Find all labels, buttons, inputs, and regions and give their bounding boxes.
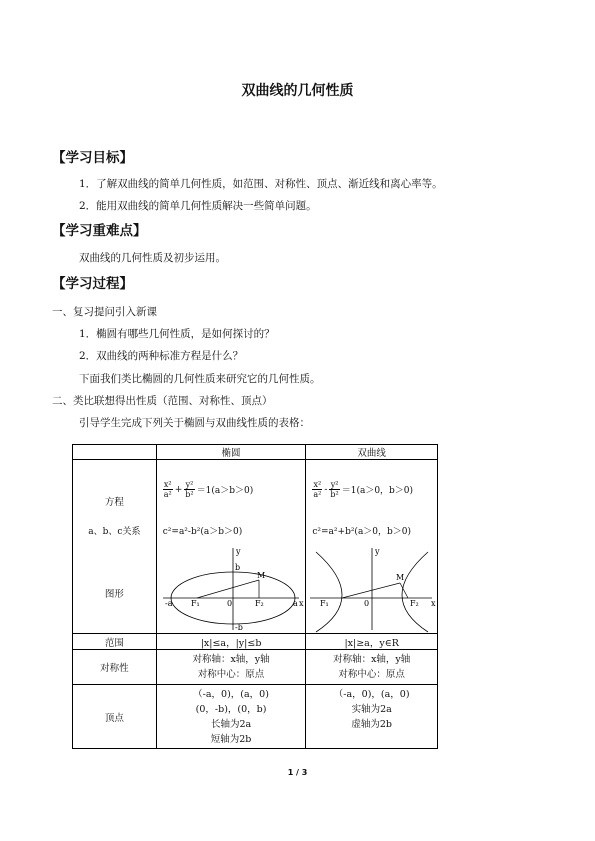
hyperbola-relation: c²=a²+b²(a＞0，b＞0) — [312, 527, 412, 537]
ellipse-focal-line-1 — [197, 580, 259, 598]
ellipse-label-neg-a: -a — [164, 599, 173, 608]
comparison-table — [72, 444, 438, 749]
ellipse-vertex-1: （-a，0)，(a，0) — [193, 688, 269, 700]
label-symmetry: 对称性 — [73, 650, 157, 685]
label-equation: 方程 — [104, 497, 124, 508]
label-vertex: 顶点 — [73, 685, 157, 749]
label-range: 范围 — [73, 634, 157, 650]
header-hyperbola: 双曲线 — [306, 445, 438, 460]
guide-text: 引导学生完成下列关于椭圆与双曲线性质的表格： — [79, 417, 310, 429]
hyperbola-focal-line-1 — [342, 583, 400, 598]
objective-item-2: 2．能用双曲线的简单几何性质解决一些简单问题。 — [79, 200, 317, 212]
ellipse-minor-axis: 短轴为2b — [210, 733, 252, 745]
hyperbola-imaginary-axis: 虚轴为2b — [351, 719, 392, 730]
hyperbola-label-origin: 0 — [364, 599, 370, 608]
keypoints-heading: 【学习重难点】 — [52, 223, 147, 239]
transition-text: 下面我们类比椭圆的几何性质来研究它的几何性质。 — [79, 373, 321, 385]
hyperbola-left-branch — [316, 552, 342, 632]
page-number: 1 / 3 — [287, 768, 308, 777]
ellipse-graph — [157, 540, 307, 633]
hyperbola-label-x: x — [431, 599, 436, 608]
ellipse-label-x: x — [298, 599, 304, 608]
ellipse-symmetry-center: 对称中心：原点 — [197, 669, 265, 680]
table-row-equation-graph — [73, 460, 438, 634]
hyperbola-label-y: y — [375, 547, 380, 556]
hyperbola-graph — [306, 540, 438, 633]
section-2-title: 二、类比联想得出性质（范围、对称性、顶点） — [52, 395, 273, 407]
ellipse-equation: $\frac{\text{x²}}{\text{a²}}$ + $\frac{\text{y²}}{\text{b²}}$ ＝1(a＞b＞0) — [163, 480, 254, 499]
hyperbola-label-f2: F₂ — [410, 599, 420, 608]
ellipse-range: |x|≤a，|y|≤b — [156, 634, 306, 650]
ellipse-label-a: a — [292, 599, 298, 608]
objectives-heading: 【学习目标】 — [52, 150, 133, 166]
ellipse-label-origin: 0 — [226, 599, 232, 608]
section-1-title: 一、复习提问引入新课 — [52, 306, 157, 318]
hyperbola-label-f1: F₁ — [320, 599, 330, 608]
ellipse-major-axis: 长轴为2a — [210, 718, 252, 730]
ellipse-label-neg-b: -b — [234, 623, 243, 632]
table-row-range — [73, 634, 438, 650]
hyperbola-equation: $\frac{\text{x²}}{\text{a²}}$ - $\frac{\text{y²}}{\text{b²}}$ ＝1(a＞0，b＞0) — [313, 480, 414, 499]
ellipse-label-y: y — [235, 547, 241, 556]
table-row-symmetry — [73, 650, 438, 685]
page-title: 双曲线的几何性质 — [241, 83, 354, 99]
hyperbola-label-m: M — [396, 573, 405, 582]
hyperbola-focal-line-2 — [400, 583, 408, 598]
ellipse-label-b: b — [234, 563, 240, 572]
ellipse-label-m: M — [256, 571, 265, 580]
ellipse-label-f1: F₁ — [190, 599, 200, 608]
keypoints-text: 双曲线的几何性质及初步运用。 — [79, 252, 226, 264]
hyperbola-real-axis: 实轴为2a — [351, 704, 392, 715]
ellipse-relation: c²=a²-b²(a＞b＞0) — [162, 527, 243, 537]
header-empty-cell — [73, 445, 157, 460]
label-relation: a、b、c关系 — [88, 527, 141, 537]
header-ellipse: 椭圆 — [156, 445, 306, 460]
ellipse-vertex-2: (0，-b)，(0，b) — [195, 703, 267, 715]
ellipse-label-f2: F₂ — [254, 599, 264, 608]
hyperbola-vertex-1: （-a，0)，(a，0) — [333, 689, 410, 700]
hyperbola-right-branch — [402, 552, 428, 632]
question-1: 1．椭圆有哪些几何性质，是如何探讨的？ — [79, 328, 275, 340]
label-graph: 图形 — [104, 589, 124, 600]
process-heading: 【学习过程】 — [52, 276, 133, 292]
objective-item-1: 1．了解双曲线的简单几何性质，如范围、对称性、顶点、渐近线和离心率等。 — [79, 178, 443, 190]
question-2: 2．双曲线的两种标准方程是什么？ — [79, 350, 244, 362]
hyperbola-symmetry-center: 对称中心：原点 — [338, 669, 405, 680]
table-header-row — [73, 445, 438, 460]
ellipse-symmetry-axes: 对称轴：x轴，y轴 — [192, 654, 270, 665]
hyperbola-range: |x|≥a，y∈R — [306, 634, 438, 650]
table-row-vertex — [73, 685, 438, 749]
hyperbola-symmetry-axes: 对称轴：x轴，y轴 — [333, 654, 411, 665]
